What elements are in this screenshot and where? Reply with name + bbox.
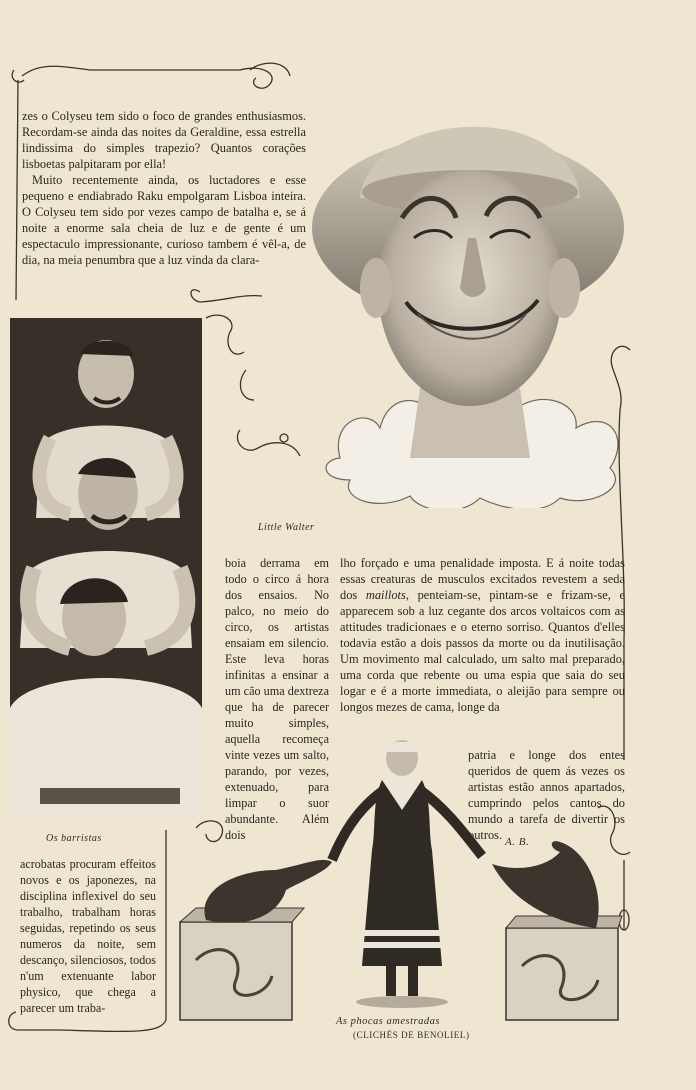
seals-photo — [176, 740, 624, 1022]
article-paragraph: acrobatas procuram effeitos novos e os japonezes, na disciplina inflexivel do seu trabalho, trabalham horas seguidas, repetindo os seus numeros da noite, sem descanço, silenciosos, todos n'um extenuante labor physico, que chega a parecer um traba- — [20, 857, 156, 1015]
text-segment: lho forçado e uma penalidade imposta. E á noite todas essas creaturas de musculos excitados revestem a seda dos — [340, 556, 625, 602]
text-segment: , penteiam-se, pintam-se e frizam-se, e apparecem sob a luz cegante dos arcos voltaicos com as attitudes tradicionaes e o eterno sorriso. Quantos d'elles todavia estão a dois passos da morte ou da inutilisação. Um movimento mal calculado, um salto mal preparado, uma corda que rebente ou uma espia que saia do seu logar e é a morte immediata, o aleijão para sempre ou longos mezes de cama, longe da — [340, 588, 625, 714]
caption-phocas: As phocas amestradas — [336, 1016, 440, 1027]
article-paragraph: zes o Colyseu tem sido o foco de grandes enthusiasmos. Recordam-se ainda das noites da Geraldine, essa estrella lindissima do simples trapezio? Quantos corações lisboetas palpitaram por ella! — [22, 109, 306, 171]
article-column-bottom — [20, 856, 156, 1016]
article-paragraph: boia derrama em todo o circo á hora dos ensaios. No palco, no meio do circo, os artistas ensaiam em silencio. Este leva horas infinitas a ensinar a um cão uma dextreza que ha de parecer muito simples, aquella recomeça vinte vezes um salto, parando, por vezes, extenuado, para limpar o suor abundante. Além dois — [225, 556, 329, 842]
clown-photo — [310, 88, 630, 508]
article-column-right — [340, 555, 625, 715]
caption-little-walter: Little Walter — [258, 522, 315, 533]
article-column-top — [22, 108, 306, 268]
caption-photo-credit: (CLICHÉS DE BENOLIEL) — [353, 1030, 470, 1040]
article-paragraph: patria e longe dos entes queridos de quem ás vezes os artistas estão annos apartados, cumprindo pelos cantos do mundo a tarefa de divertir os outros. — [468, 748, 625, 842]
article-paragraph: Muito recentemente ainda, os luctadores e esse pequeno e endiabrado Raku empolgaram Lisboa inteira. O Colyseu tem sido por vezes campo de batalha e, se á noite a enorme sala cheia de luz e de gente é um espectaculo impressionante, curioso tambem é vêl-a, de dia, na meia penumbra que a luz vinda da clara- — [22, 173, 306, 267]
caption-barristas: Os barristas — [46, 833, 102, 844]
acrobats-photo — [10, 318, 202, 816]
text-italic: maillots — [365, 588, 406, 602]
article-signature: A. B. — [505, 836, 530, 848]
article-paragraph — [340, 555, 625, 715]
